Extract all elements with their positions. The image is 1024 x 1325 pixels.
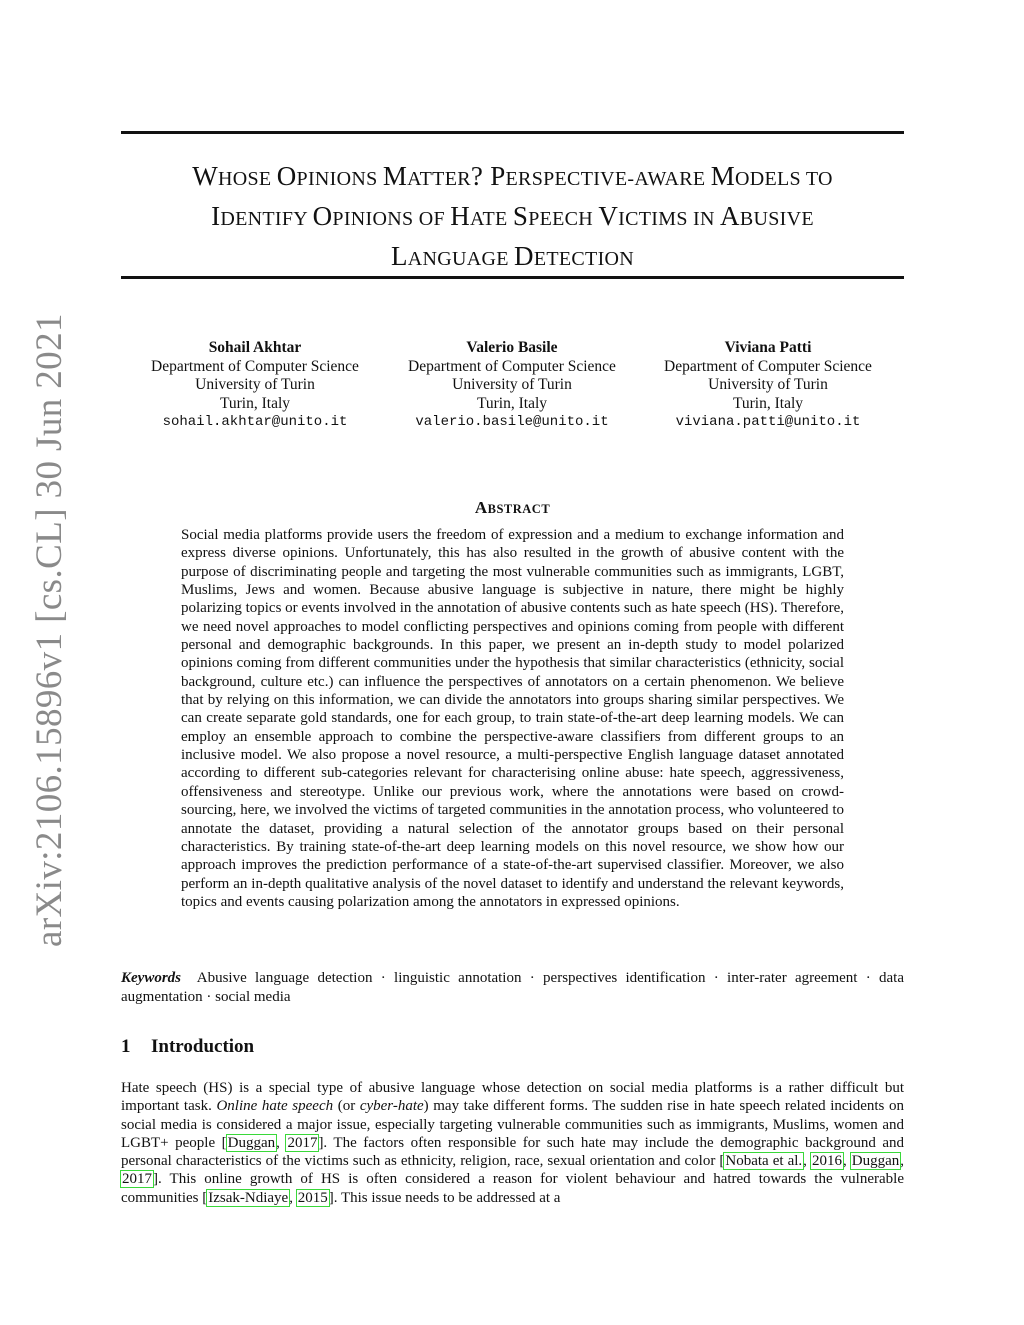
citation-link[interactable]: 2016 xyxy=(811,1153,842,1170)
author-block-basile xyxy=(387,339,637,432)
author-university: University of Turin xyxy=(195,376,315,394)
citation-link[interactable]: Duggan xyxy=(851,1153,900,1170)
section-heading-introduction xyxy=(121,1036,254,1058)
author-location: Turin, Italy xyxy=(732,394,804,412)
citation-link[interactable]: Duggan xyxy=(227,1134,276,1151)
title-line-2: IDENTIFY OPINIONS OF HATE SPEECH VICTIMS IN ABUSIVE xyxy=(211,201,814,231)
section-title: Introduction xyxy=(151,1036,255,1057)
author-university: University of Turin xyxy=(452,376,572,394)
abstract-heading: ABSTRACT xyxy=(474,498,551,517)
author-university: University of Turin xyxy=(708,376,828,394)
citation-link[interactable]: 2017 xyxy=(122,1171,152,1188)
title-line-3: LANGUAGE DETECTION xyxy=(390,241,635,271)
citation-link[interactable]: Izsak-Ndiaye xyxy=(208,1189,289,1206)
keywords-label: Keywords xyxy=(121,970,181,986)
author-email[interactable]: valerio.basile@unito.it xyxy=(415,414,609,431)
citation-link[interactable]: Nobata et al. xyxy=(725,1153,803,1170)
abstract-text: Social media platforms provide users the freedom of expression and a medium to exchange information and express diverse opinions. Unfortunately, this has also resulted in the growth of abusive content with the purpose of discriminating people and targeting the most vulnerable communities such as immigrants, LGBT, Muslims, Jews and women. Because abusive language is subjective in nature, there might be highly polarizing topics or events involved in the annotation of abusive contents such as hate speech (HS). Therefore, we need novel approaches to model conflicting perspectives and opinions coming from people with different personal and demographic backgrounds. In this paper, we present an in-depth study to model polarized opinions coming from different communities under the hypothesis that similar characteristics (ethnicity, social background, culture etc.) can influence the perspectives of annotators on a certain phenomenon. We believe that by relying on this information, we can divide the annotators into groups sharing similar perspectives. We can create separate gold standards, one for each group, to train state-of-the-art deep learning models. We can employ an ensemble approach to combine the perspective-aware classifiers from different groups to an inclusive model. We also propose a novel resource, a multi-perspective English language dataset annotated according to different sub-categories relevant for characterising online abuse: hate speech, aggressiveness, offensiveness and stereotype. Unlike our previous work, where the annotations were based on crowd-sourcing, here, we involved the victims of targeted communities in the annotation process, who volunteered to annotate the dataset, providing a natural selection of the annotator groups based on their personal characteristics. By training state-of-the-art deep learning models on this novel resource, we show how our approach improves the prediction performance of a state-of-the-art supervised classifier. Moreover, we also perform an in-depth qualitative analysis of the novel dataset to identify and understand the relevant keywords, topics and events causing polarization among the annotators in expressed opinions. xyxy=(181,527,844,910)
title-bottom-rule xyxy=(121,276,904,279)
author-department: Department of Computer Science xyxy=(408,357,616,375)
author-department: Department of Computer Science xyxy=(664,357,872,375)
title-line-1: WHOSE OPINIONS MATTER? PERSPECTIVE-AWARE MODELS TO xyxy=(192,161,833,191)
keywords xyxy=(121,969,904,1006)
arxiv-identifier: arXiv:2106.15896v1 [cs.CL] 30 Jun 2021 xyxy=(29,313,70,947)
author-location: Turin, Italy xyxy=(219,394,291,412)
author-name: Sohail Akhtar xyxy=(208,339,302,356)
citation-link[interactable]: 2015 xyxy=(297,1189,328,1206)
citation-link[interactable]: 2017 xyxy=(287,1134,318,1151)
author-department: Department of Computer Science xyxy=(151,357,359,375)
keywords-list: Abusive language detection · linguistic annotation · perspectives identification · inter-rater agreement · data augmentation · social media xyxy=(121,970,904,1005)
author-name: Viviana Patti xyxy=(724,339,812,356)
author-email[interactable]: sohail.akhtar@unito.it xyxy=(162,414,348,431)
section-number: 1 xyxy=(121,1036,131,1057)
author-name: Valerio Basile xyxy=(466,339,558,356)
paper-title xyxy=(121,158,904,278)
introduction-paragraph: Hate speech (HS) is a special type of abusive language whose detection on social media platforms is a rather difficult but important task. Online hate speech (or cyber-hate) may take different forms. The sudden rise in hate speech related incidents on social media is considered a major issue, especially targeting vulnerable communities such as immigrants, Muslims, women and LGBT+ people [Duggan, 2017]. The factors often responsible for such hate may include the demographic background and personal characteristics of the victims such as ethnicity, religion, race, sexual orientation and color [Nobata et al., 2016, Duggan, 2017]. This online growth of HS is often considered a reason for violent behaviour and hatred towards the vulnerable communities [Izsak-Ndiaye, 2015]. This issue needs to be addressed at a xyxy=(121,1080,905,1206)
author-email[interactable]: viviana.patti@unito.it xyxy=(675,414,861,431)
author-location: Turin, Italy xyxy=(476,394,548,412)
author-block-patti xyxy=(643,339,893,432)
author-block-akhtar xyxy=(130,339,380,432)
title-top-rule xyxy=(121,131,904,134)
